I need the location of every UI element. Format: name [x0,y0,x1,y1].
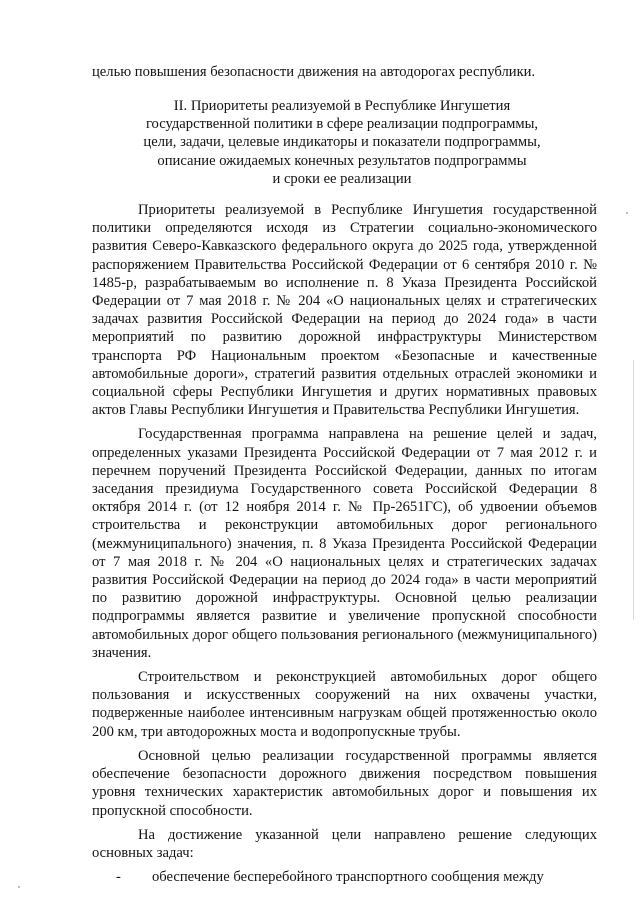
heading-line: и сроки ее реализации [272,170,412,187]
paragraph-tasks-intro: На достижение указанной цели направлено решение следующих основных задач: [92,826,597,861]
paragraph-program-goals: Государственная программа направлена на решение целей и задач, определенных указами Президента Российской Федерации от 7 мая 2012 г. и перечнем поручений Президента Российской Федерации, данных по итогам заседания президиума Государственного совета Российской Федерации 8 октября 2014 г. (от 12 ноября 2014 г. № Пр-2651ГС), об удвоении объемов строительства и реконструкции автомобильных дорог регионального (межмуниципального) значения, п. 8 Указа Президента Российской Федерации от 7 мая 2018 г. № 204 «О национальных целях и стратегических задачах развития Российской Федерации на период до 2024 года» в части мероприятий по развитию дорожной инфраструктуры. Основной целью реализации подпрограммы является развитие и увеличение пропускной способности автомобильных дорог общего пользования регионального (межмуниципального) значения. [92,426,597,661]
heading-line: II. Приоритеты реализуемой в Республике Ингушетия [173,98,511,114]
heading-line: цели, задачи, целевые индикаторы и показатели подпрограммы, [143,134,541,151]
document-body [92,201,597,886]
paragraph-main-goal: Основной целью реализации государственной программы является обеспечение безопасности дорожного движения посредством повышения уровня технических характеристик автомобильных дорог и повышения их пропускной способности. [92,747,597,819]
scan-edge-line [633,360,634,620]
intro-line: целью повышения безопасности движения на автодорогах республики. [92,64,536,80]
heading-line: описание ожидаемых конечных результатов подпрограммы [157,152,527,169]
heading-line: государственной политики в сфере реализации подпрограммы, [145,116,539,133]
scan-speck [626,212,628,214]
bullet-dash: - [116,869,121,886]
task-text: обеспечение бесперебойного транспортного сообщения между [152,869,544,886]
scan-speck [18,886,20,888]
task-list-item [92,868,597,886]
paragraph-priorities: Приоритеты реализуемой в Республике Ингушетия государственной политики определяются исходя из Стратегии социально-экономического развития Северо-Кавказского федерального округа до 2025 года, утвержденной распоряжением Правительства Российской Федерации от 6 сентября 2010 г. № 1485-р, разрабатываемым во исполнение п. 8 Указа Президента Российской Федерации от 7 мая 2018 г. № 204 «О национальных целях и стратегических задачах развития Российской Федерации на период до 2024 года» в части мероприятий по развитию дорожной инфраструктуры Министерством транспорта РФ Национальным проектом «Безопасные и качественные автомобильные дороги», стратегий развития отдельных отраслей экономики и социальной сферы Республики Ингушетия и других нормативных правовых актов Главы Республики Ингушетия и Правительства Республики Ингушетия. [92,202,597,419]
paragraph-construction: Строительством и реконструкцией автомобильных дорог общего пользования и искусственных сооружений на них охвачены участки, подверженные наиболее интенсивным нагрузкам общей протяженностью около 200 км, три автодорожных моста и водопропускные трубы. [92,669,597,740]
section-heading [92,97,592,188]
